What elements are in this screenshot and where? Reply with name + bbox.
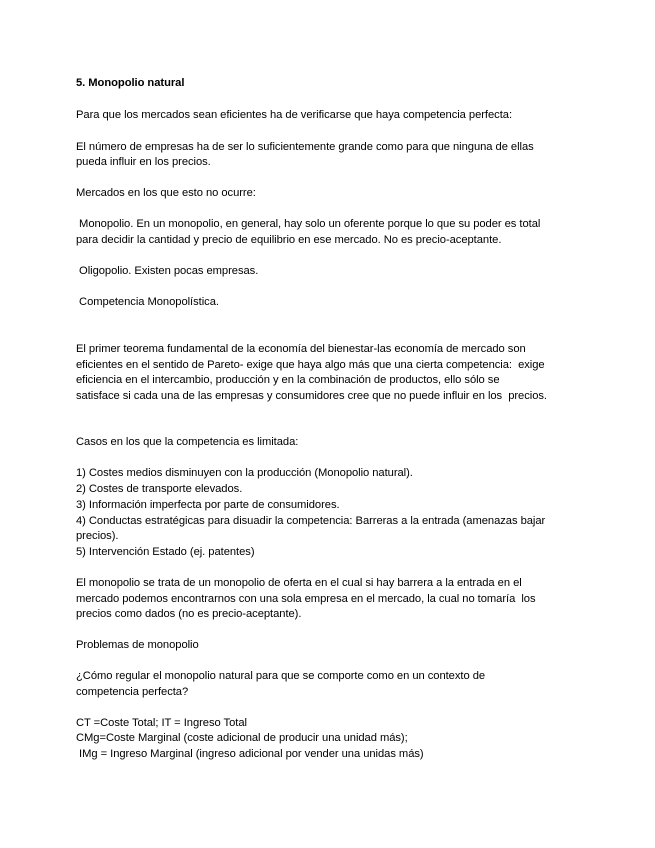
- problemas-heading: Problemas de monopolio: [76, 639, 199, 651]
- teorema-line-1: El primer teorema fundamental de la economía del bienestar-las economía de mercado son: [76, 343, 526, 355]
- teorema-line-4: satisface si cada una de las empresas y consumidores cree que no puede influir en los precios.: [76, 390, 547, 402]
- condition-line-2: pueda influir en los precios.: [76, 156, 211, 168]
- competencia-monopolistica-line: Competencia Monopolística.: [76, 296, 219, 308]
- caso-item-5: 5) Intervención Estado (ej. patentes): [76, 546, 255, 558]
- oferta-line-1: El monopolio se trata de un monopolio de oferta en el cual si hay barrera a la entrada en el: [76, 577, 522, 589]
- teorema-line-2: eficientes en el sentido de Pareto- exige que haya algo más que una cierta competencia: exige: [76, 359, 545, 371]
- intro-paragraph: Para que los mercados sean eficientes ha de verificarse que haya competencia perfecta:: [76, 109, 512, 121]
- definicion-img: IMg = Ingreso Marginal (ingreso adicional por vender una unidas más): [76, 748, 424, 760]
- caso-item-3: 3) Información imperfecta por parte de consumidores.: [76, 499, 340, 511]
- caso-item-2: 2) Costes de transporte elevados.: [76, 483, 243, 495]
- caso-item-4-cont: precios).: [76, 530, 119, 542]
- pregunta-line-2: competencia perfecta?: [76, 686, 189, 698]
- markets-intro: Mercados en los que esto no ocurre:: [76, 187, 256, 199]
- casos-intro: Casos en los que la competencia es limitada:: [76, 436, 299, 448]
- condition-line-1: El número de empresas ha de ser lo suficientemente grande como para que ninguna de ellas: [76, 141, 534, 153]
- pregunta-line-1: ¿Cómo regular el monopolio natural para que se comporte como en un contexto de: [76, 670, 486, 682]
- monopolio-line-1: Monopolio. En un monopolio, en general, hay solo un oferente porque lo que su poder es total: [76, 218, 541, 230]
- section-heading: 5. Monopolio natural: [76, 77, 185, 89]
- oligopolio-line: Oligopolio. Existen pocas empresas.: [76, 265, 259, 277]
- oferta-line-2: mercado podemos encontrarnos con una sola empresa en el mercado, la cual no tomaría los: [76, 593, 536, 605]
- teorema-line-3: eficiencia en el intercambio, producción y en la combinación de productos, ello sólo se: [76, 374, 500, 386]
- definicion-cmg: CMg=Coste Marginal (coste adicional de producir una unidad más);: [76, 732, 408, 744]
- monopolio-line-2: para decidir la cantidad y precio de equilibrio en ese mercado. No es precio-aceptante.: [76, 234, 502, 246]
- caso-item-1: 1) Costes medios disminuyen con la producción (Monopolio natural).: [76, 467, 413, 479]
- oferta-line-3: precios como dados (no es precio-aceptante).: [76, 608, 302, 620]
- caso-item-4: 4) Conductas estratégicas para disuadir la competencia: Barreras a la entrada (amenazas bajar: [76, 515, 546, 527]
- definicion-ct-it: CT =Coste Total; IT = Ingreso Total: [76, 717, 247, 729]
